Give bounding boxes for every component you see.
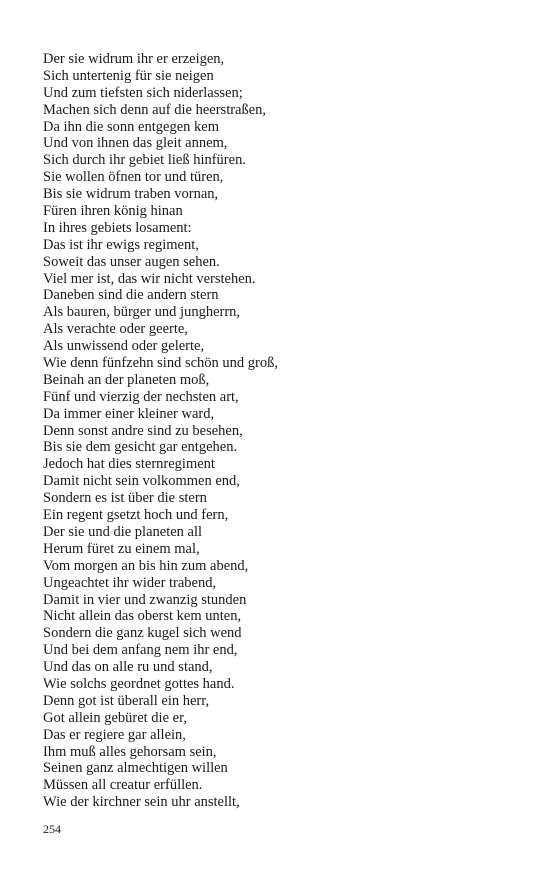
- verse-line: Ein regent gsetzt hoch und fern,: [43, 507, 229, 524]
- verse-line: Denn got ist überall ein herr,: [43, 692, 210, 709]
- verse-line: Wie der kirchner sein uhr anstellt,: [43, 794, 240, 811]
- page-number: 254: [43, 822, 61, 836]
- verse-line: Soweit das unser augen sehen.: [43, 253, 220, 270]
- verse-line: Sie wollen öfnen tor und türen,: [43, 169, 224, 186]
- verse-line: Da ihn die sonn entgegen kem: [43, 118, 219, 135]
- verse-line: Und zum tiefsten sich niderlassen;: [43, 84, 243, 101]
- verse-line: Herum füret zu einem mal,: [43, 540, 200, 557]
- verse-line: Bis sie widrum traben vornan,: [43, 186, 219, 203]
- poem-text: [43, 51, 278, 811]
- verse-line: Sich durch ihr gebiet ließ hinfüren.: [43, 152, 246, 169]
- verse-line: Und das on alle ru und stand,: [43, 659, 213, 676]
- verse-line: Wie solchs geordnet gottes hand.: [43, 675, 235, 692]
- verse-line: Und bei dem anfang nem ihr end,: [43, 642, 238, 659]
- verse-line: Der sie widrum ihr er erzeigen,: [43, 51, 225, 67]
- verse-line: Beinah an der planeten moß,: [43, 371, 210, 388]
- verse-line: Ungeachtet ihr wider trabend,: [43, 574, 217, 591]
- verse-line: Füren ihren könig hinan: [43, 203, 183, 220]
- verse-line: Wie denn fünfzehn sind schön und groß,: [43, 355, 278, 372]
- verse-line: Da immer einer kleiner ward,: [43, 405, 215, 422]
- verse-line: Sondern die ganz kugel sich wend: [43, 625, 242, 642]
- verse-line: In ihres gebiets losament:: [43, 219, 192, 236]
- verse-line: Müssen all creatur erfüllen.: [43, 777, 203, 794]
- verse-line: Als bauren, bürger und jungherrn,: [43, 304, 241, 321]
- verse-line: Und von ihnen das gleit annem,: [43, 135, 228, 152]
- verse-line: Damit in vier und zwanzig stunden: [43, 591, 247, 608]
- verse-line: Got allein gebüret die er,: [43, 709, 187, 726]
- verse-line: Machen sich denn auf die heerstraßen,: [43, 101, 267, 118]
- verse-line: Sich untertenig für sie neigen: [43, 67, 214, 84]
- verse-line: Als verachte oder geerte,: [43, 321, 188, 338]
- verse-line: Viel mer ist, das wir nicht verstehen.: [43, 270, 256, 287]
- verse-line: Seinen ganz almechtigen willen: [43, 760, 228, 777]
- verse-line: Das ist ihr ewigs regiment,: [43, 236, 199, 253]
- verse-line: Daneben sind die andern stern: [43, 287, 219, 304]
- verse-line: Nicht allein das oberst kem unten,: [43, 608, 242, 625]
- verse-line: Jedoch hat dies sternregiment: [43, 456, 215, 473]
- verse-line: Denn sonst andre sind zu besehen,: [43, 422, 243, 439]
- verse-line: Fünf und vierzig der nechsten art,: [43, 388, 239, 405]
- verse-line: Der sie und die planeten all: [43, 523, 203, 540]
- verse-line: Damit nicht sein volkommen end,: [43, 473, 240, 490]
- verse-line: Ihm muß alles gehorsam sein,: [43, 743, 217, 760]
- verse-line: Das er regiere gar allein,: [43, 726, 186, 743]
- verse-line: Als unwissend oder gelerte,: [43, 338, 205, 355]
- verse-line: Bis sie dem gesicht gar entgehen.: [43, 439, 238, 456]
- verse-line: Sondern es ist über die stern: [43, 490, 207, 507]
- verse-line: Vom morgen an bis hin zum abend,: [43, 557, 249, 574]
